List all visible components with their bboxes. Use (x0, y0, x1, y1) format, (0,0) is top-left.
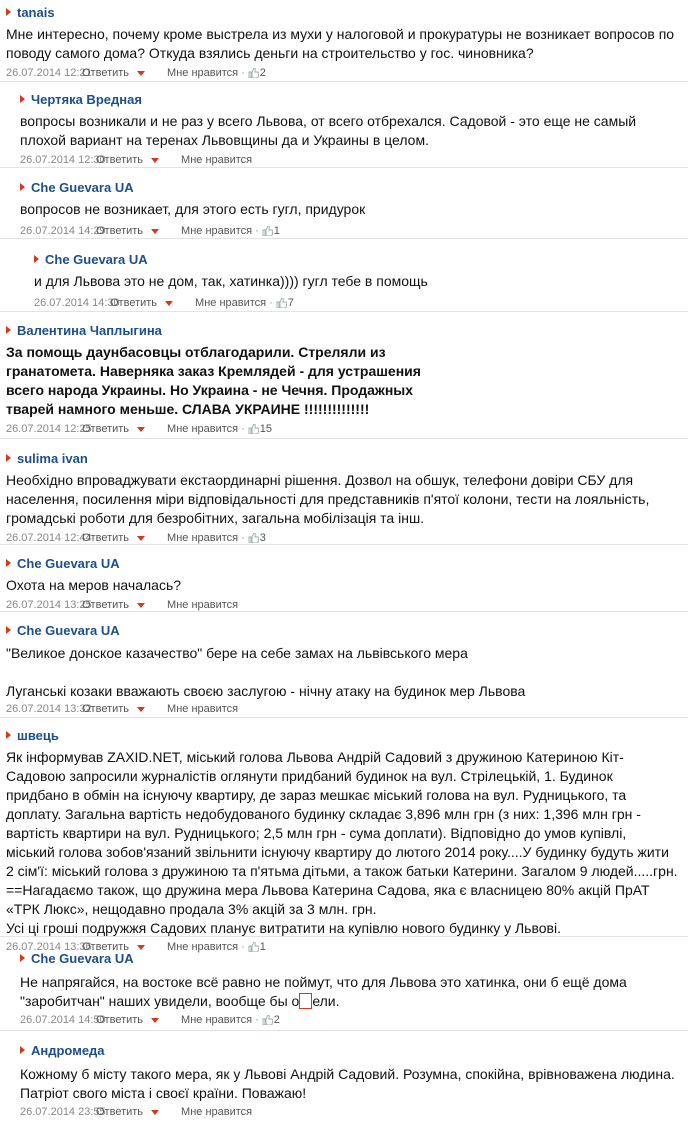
comment-meta (34, 295, 688, 311)
comment-author[interactable]: Андромеда (31, 1042, 105, 1058)
like-button[interactable]: Мне нравится (167, 941, 239, 953)
like-button[interactable]: Мне нравится (181, 1106, 253, 1118)
reply-label: Ответить (82, 599, 130, 611)
reply-label: Ответить (96, 154, 144, 166)
like-button[interactable]: Мне нравится (181, 154, 253, 166)
like-count: 1 (273, 225, 280, 237)
comment-paragraph: Усі ці гроші подружжя Садових планує витратити на купівлю нового будинку у Львові. (6, 920, 561, 936)
separator-dot: · (255, 225, 259, 237)
comment-author[interactable]: Чертяка Вредная (31, 91, 142, 107)
caret-down-icon[interactable] (137, 71, 145, 76)
comment-meta (6, 421, 688, 437)
comment-author[interactable]: швець (17, 727, 59, 743)
reply-label: Ответить (82, 532, 130, 544)
reply-button[interactable] (96, 1014, 159, 1026)
reply-button[interactable] (82, 703, 145, 715)
comment-author[interactable]: Валентина Чаплыгина (17, 322, 162, 338)
comment-text-part: ели. (312, 993, 340, 1009)
reply-button[interactable] (96, 154, 159, 166)
comment-reply (0, 239, 688, 312)
like-count: 15 (259, 423, 273, 435)
reply-button[interactable] (110, 297, 173, 309)
thumbs-up-icon (248, 533, 259, 543)
comment-reply (0, 82, 688, 168)
caret-down-icon[interactable] (137, 707, 145, 712)
comment-text-part: Не напрягайся, на востоке всё равно не поймут, что для Львова это хатинка, они б ещё дома "заробитчан" наших увидели, вообще бы о (20, 974, 627, 1009)
arrow-icon (20, 183, 25, 191)
like-button[interactable]: Мне нравится (181, 1014, 253, 1026)
comment-author[interactable]: Che Guevara UA (31, 950, 134, 966)
comment-author[interactable]: Che Guevara UA (31, 179, 134, 195)
arrow-icon (6, 626, 11, 634)
comment-meta (6, 65, 688, 81)
comment-paragraph: Луганські козаки вважають своєю заслугою - нічну атаку на будинок мер Львова (6, 683, 526, 699)
caret-down-icon[interactable] (151, 158, 159, 163)
comment-reply (0, 937, 688, 1031)
reply-label: Ответить (96, 1014, 144, 1026)
comment-date: 26.07.2014 13:25 (6, 599, 92, 611)
reply-button[interactable] (82, 67, 145, 79)
caret-down-icon[interactable] (151, 1110, 159, 1115)
arrow-icon (6, 8, 11, 16)
comment-text (6, 748, 688, 938)
comment (0, 545, 688, 612)
caret-down-icon[interactable] (151, 229, 159, 234)
comment-meta (20, 1104, 688, 1120)
comment-date: 26.07.2014 13:36 (6, 941, 92, 953)
like-button[interactable]: Мне нравится (195, 297, 267, 309)
reply-button[interactable] (82, 599, 145, 611)
arrow-icon (20, 95, 25, 103)
comment-date: 26.07.2014 14:50 (20, 1014, 106, 1026)
like-count: 3 (259, 532, 266, 544)
comment-date: 26.07.2014 12:44 (6, 532, 92, 544)
reply-label: Ответить (110, 297, 158, 309)
comment-text: Кожному б місту такого мера, як у Львові Андрій Садовий. Розумна, спокійна, врівноважена людина. Патріот свого міста і своєї країни. Поважаю! (20, 1066, 675, 1101)
comment-date: 26.07.2014 23:55 (20, 1106, 106, 1118)
thumbs-up-icon (262, 1015, 273, 1025)
comment-paragraph: Як інформував ZAXID.NET, міський голова Львова Андрій Садовий з дружиною Катериною Кіт-Садовою запросили журналістів оглянути придбаний будинок на вул. Стрілецькій, 1. Будинок придбано в обмін на існуючу квартиру, де зараз мешкає міський голова на вул. Рудницького, та доплату. Загальна вартість недобудованого будинку складає 3,896 млн грн (з них: 1,396 млн грн - вартість квартири на вул. Рудницького; 2,5 млн грн - сума доплати). Відповідно до умов купівлі, міський голова зобов'язаний звільнити існуючу квартиру до лютого 2014 року....У будинку будуть жити 2 сім'ї: міський голова з дружиною та п'ятьма дітьми, а також батьки Катерини. Загалом 9 людей.....грн. (6, 749, 678, 879)
reply-button[interactable] (82, 423, 145, 435)
comment (0, 612, 688, 718)
comment-meta (6, 597, 688, 613)
reply-button[interactable] (96, 225, 159, 237)
comment-text (20, 973, 688, 1011)
comment-meta (6, 701, 688, 717)
caret-down-icon[interactable] (137, 603, 145, 608)
thumbs-up-icon (262, 226, 273, 236)
comment (0, 312, 688, 439)
like-button[interactable]: Мне нравится (167, 599, 239, 611)
comment-text (6, 644, 688, 701)
reply-button[interactable] (96, 1106, 159, 1118)
comment-text: Необхідно впроваджувати екстаординарні рішення. Дозвол на обшук, телефони довіри СБУ для населення, посилення міри відповідальності для представників п'ятої колони, тести на лояльність, громадські роботи для безробітних, загальна мобілізація та інш. (6, 472, 650, 526)
comment-date: 26.07.2014 12:30 (20, 154, 106, 166)
comment-meta (20, 152, 688, 168)
comment-date: 26.07.2014 14:29 (20, 225, 106, 237)
arrow-icon (34, 255, 39, 263)
reply-label: Ответить (82, 423, 130, 435)
like-button[interactable]: Мне нравится (167, 703, 239, 715)
comment (0, 439, 688, 545)
reply-label: Ответить (96, 1106, 144, 1118)
separator-dot: · (255, 1014, 259, 1026)
comment-author[interactable]: Che Guevara UA (17, 622, 120, 638)
reply-button[interactable] (82, 532, 145, 544)
comment-date: 26.07.2014 12:25 (6, 423, 92, 435)
comment (0, 718, 688, 953)
arrow-icon (20, 954, 25, 962)
comment-text: Охота на меров началась? (6, 577, 182, 593)
reply-label: Ответить (82, 67, 130, 79)
like-count: 1 (259, 941, 266, 953)
separator-dot: · (241, 67, 245, 79)
comment-author[interactable]: Che Guevara UA (17, 555, 120, 571)
comment-text: За помощь даунбасовцы отблагодарили. Стреляли из гранатомета. Наверняка заказ Кремлядей - для устрашения всего народа Украины. Но Украина - не Чечня. Продажных тварей намного меньше. СЛАВА УКРАИНЕ !!!!!!!!!!!!!! (6, 344, 421, 417)
comment-text: и для Львова это не дом, так, хатинка)))) гугл тебе в помощь (34, 273, 428, 289)
like-button[interactable]: Мне нравится (181, 225, 253, 237)
comment-text: Мне интересно, почему кроме выстрела из мухи у налоговой и прокуратуры не возникает вопросов по поводу самого дома? Откуда взялись деньги на строительство у гос. чиновника? (6, 26, 675, 61)
comment-date: 26.07.2014 12:21 (6, 67, 92, 79)
thumbs-up-icon (276, 298, 287, 308)
like-button[interactable]: Мне нравится (167, 423, 239, 435)
like-count: 2 (259, 67, 266, 79)
arrow-icon (6, 454, 11, 462)
comment-meta (20, 1012, 688, 1028)
separator-dot: · (241, 532, 245, 544)
comment-reply (0, 168, 688, 239)
thumbs-up-icon (248, 424, 259, 434)
comment-paragraph: "Великое донское казачество" бере на себе замах на львівського мера (6, 645, 468, 661)
reply-label: Ответить (82, 941, 130, 953)
like-count: 2 (273, 1014, 280, 1026)
caret-down-icon[interactable] (137, 427, 145, 432)
arrow-icon (6, 326, 11, 334)
comment-reply (0, 1031, 688, 1126)
comment-paragraph: ==Нагадаємо також, що дружина мера Львова Катерина Садова, яка є власницею 80% акцій ПрАТ «ТРК Люкс», нещодавно продала 3% акцій за 3 млн. грн. (6, 882, 650, 917)
comment-text: вопросы возникали и не раз у всего Львова, от всего отбрехался. Садовой - это еще не самый плохой вариант на теренах Львовщины да и Украины в целом. (20, 113, 637, 148)
separator-dot: · (269, 297, 273, 309)
comment-meta (6, 530, 688, 546)
comment (0, 0, 688, 82)
arrow-icon (20, 1046, 25, 1054)
comment-author[interactable]: sulima ivan (17, 450, 88, 466)
like-button[interactable]: Мне нравится (167, 532, 239, 544)
caret-down-icon[interactable] (151, 1018, 159, 1023)
caret-down-icon[interactable] (137, 536, 145, 541)
comment-author[interactable]: tanais (17, 4, 55, 20)
comment-meta (20, 223, 688, 239)
like-count: 7 (287, 297, 294, 309)
separator-dot: · (241, 941, 245, 953)
censor-box (299, 993, 312, 1009)
comment-text: вопросов не возникает, для этого есть гугл, придурок (20, 201, 366, 217)
reply-label: Ответить (96, 225, 144, 237)
comment-date: 26.07.2014 13:32 (6, 703, 92, 715)
comment-author[interactable]: Che Guevara UA (45, 251, 148, 267)
reply-label: Ответить (82, 703, 130, 715)
arrow-icon (6, 559, 11, 567)
like-button[interactable]: Мне нравится (167, 67, 239, 79)
arrow-icon (6, 731, 11, 739)
thumbs-up-icon (248, 68, 259, 78)
caret-down-icon[interactable] (165, 301, 173, 306)
separator-dot: · (241, 423, 245, 435)
comment-date: 26.07.2014 14:30 (34, 297, 120, 309)
